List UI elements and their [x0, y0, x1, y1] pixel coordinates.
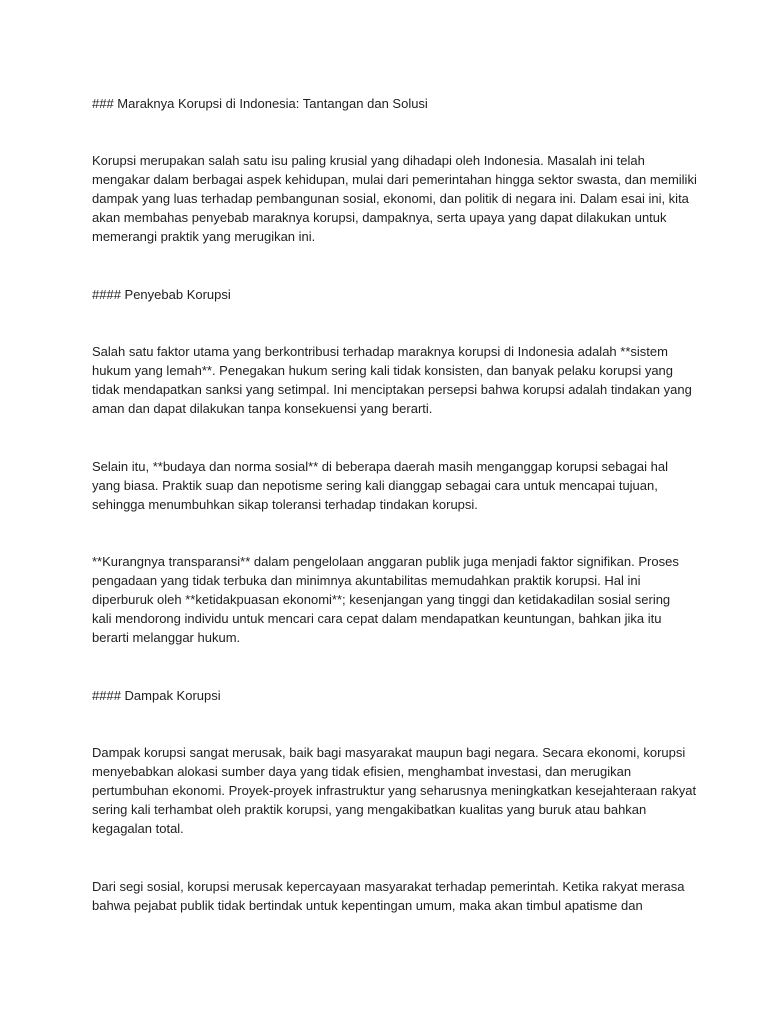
- impact-paragraph-1-line: kegagalan total.: [92, 821, 184, 836]
- impact-paragraph-1-line: Dampak korupsi sangat merusak, baik bagi masyarakat maupun bagi negara. Secara ekonomi, korupsi: [92, 745, 686, 760]
- impact-paragraph-2-line: bahwa pejabat publik tidak bertindak untuk kepentingan umum, maka akan timbul apatisme dan: [92, 898, 643, 913]
- intro-line: akan membahas penyebab maraknya korupsi, dampaknya, serta upaya yang dapat dilakukan untuk: [92, 210, 667, 225]
- causes-paragraph-3-line: diperburuk oleh **ketidakpuasan ekonomi**; kesenjangan yang tinggi dan ketidakadilan sosial sering: [92, 592, 671, 607]
- causes-paragraph-2-line: yang biasa. Praktik suap dan nepotisme sering kali dianggap sebagai cara untuk mencapai tujuan,: [92, 478, 658, 493]
- intro-line: Korupsi merupakan salah satu isu paling krusial yang dihadapi oleh Indonesia. Masalah ini telah: [92, 153, 645, 168]
- causes-paragraph-1-line: Salah satu faktor utama yang berkontribusi terhadap maraknya korupsi di Indonesia adalah **sistem: [92, 344, 668, 359]
- impact-paragraph-1-line: sering kali terhambat oleh praktik korupsi, yang mengakibatkan kualitas yang buruk atau bahkan: [92, 802, 647, 817]
- main-heading: ### Maraknya Korupsi di Indonesia: Tantangan dan Solusi: [92, 96, 428, 111]
- intro-line: mengakar dalam berbagai aspek kehidupan, mulai dari pemerintahan hingga sektor swasta, dan memiliki: [92, 172, 697, 187]
- section-heading-impact: #### Dampak Korupsi: [92, 688, 221, 703]
- section-heading-causes: #### Penyebab Korupsi: [92, 287, 231, 302]
- causes-paragraph-1-line: aman dan dapat dilakukan tanpa konsekuensi yang berarti.: [92, 401, 433, 416]
- impact-paragraph-2-line: Dari segi sosial, korupsi merusak kepercayaan masyarakat terhadap pemerintah. Ketika rakyat merasa: [92, 879, 685, 894]
- causes-paragraph-1-line: tidak mendapatkan sanksi yang setimpal. Ini menciptakan persepsi bahwa korupsi adalah tindakan yang: [92, 382, 692, 397]
- causes-paragraph-3-line: pengadaan yang tidak terbuka dan minimnya akuntabilitas memudahkan praktik korupsi. Hal ini: [92, 573, 641, 588]
- causes-paragraph-3-line: kali mendorong individu untuk mencari cara cepat dalam mendapatkan keuntungan, bahkan jika itu: [92, 611, 662, 626]
- impact-paragraph-1-line: pertumbuhan ekonomi. Proyek-proyek infrastruktur yang seharusnya meningkatkan kesejahteraan rakyat: [92, 783, 697, 798]
- causes-paragraph-3-line: berarti melanggar hukum.: [92, 630, 241, 645]
- impact-paragraph-1-line: menyebabkan alokasi sumber daya yang tidak efisien, menghambat investasi, dan merugikan: [92, 764, 632, 779]
- causes-paragraph-2-line: Selain itu, **budaya dan norma sosial** di beberapa daerah masih menganggap korupsi sebagai hal: [92, 459, 668, 474]
- causes-paragraph-2-line: sehingga menumbuhkan sikap toleransi terhadap tindakan korupsi.: [92, 497, 478, 512]
- causes-paragraph-3-line: **Kurangnya transparansi** dalam pengelolaan anggaran publik juga menjadi faktor signifikan. Proses: [92, 554, 679, 569]
- intro-line: dampak yang luas terhadap pembangunan sosial, ekonomi, dan politik di negara ini. Dalam esai ini, kita: [92, 191, 689, 206]
- causes-paragraph-1-line: hukum yang lemah**. Penegakan hukum sering kali tidak konsisten, dan banyak pelaku korupsi yang: [92, 363, 674, 378]
- intro-line: memerangi praktik yang merugikan ini.: [92, 229, 316, 244]
